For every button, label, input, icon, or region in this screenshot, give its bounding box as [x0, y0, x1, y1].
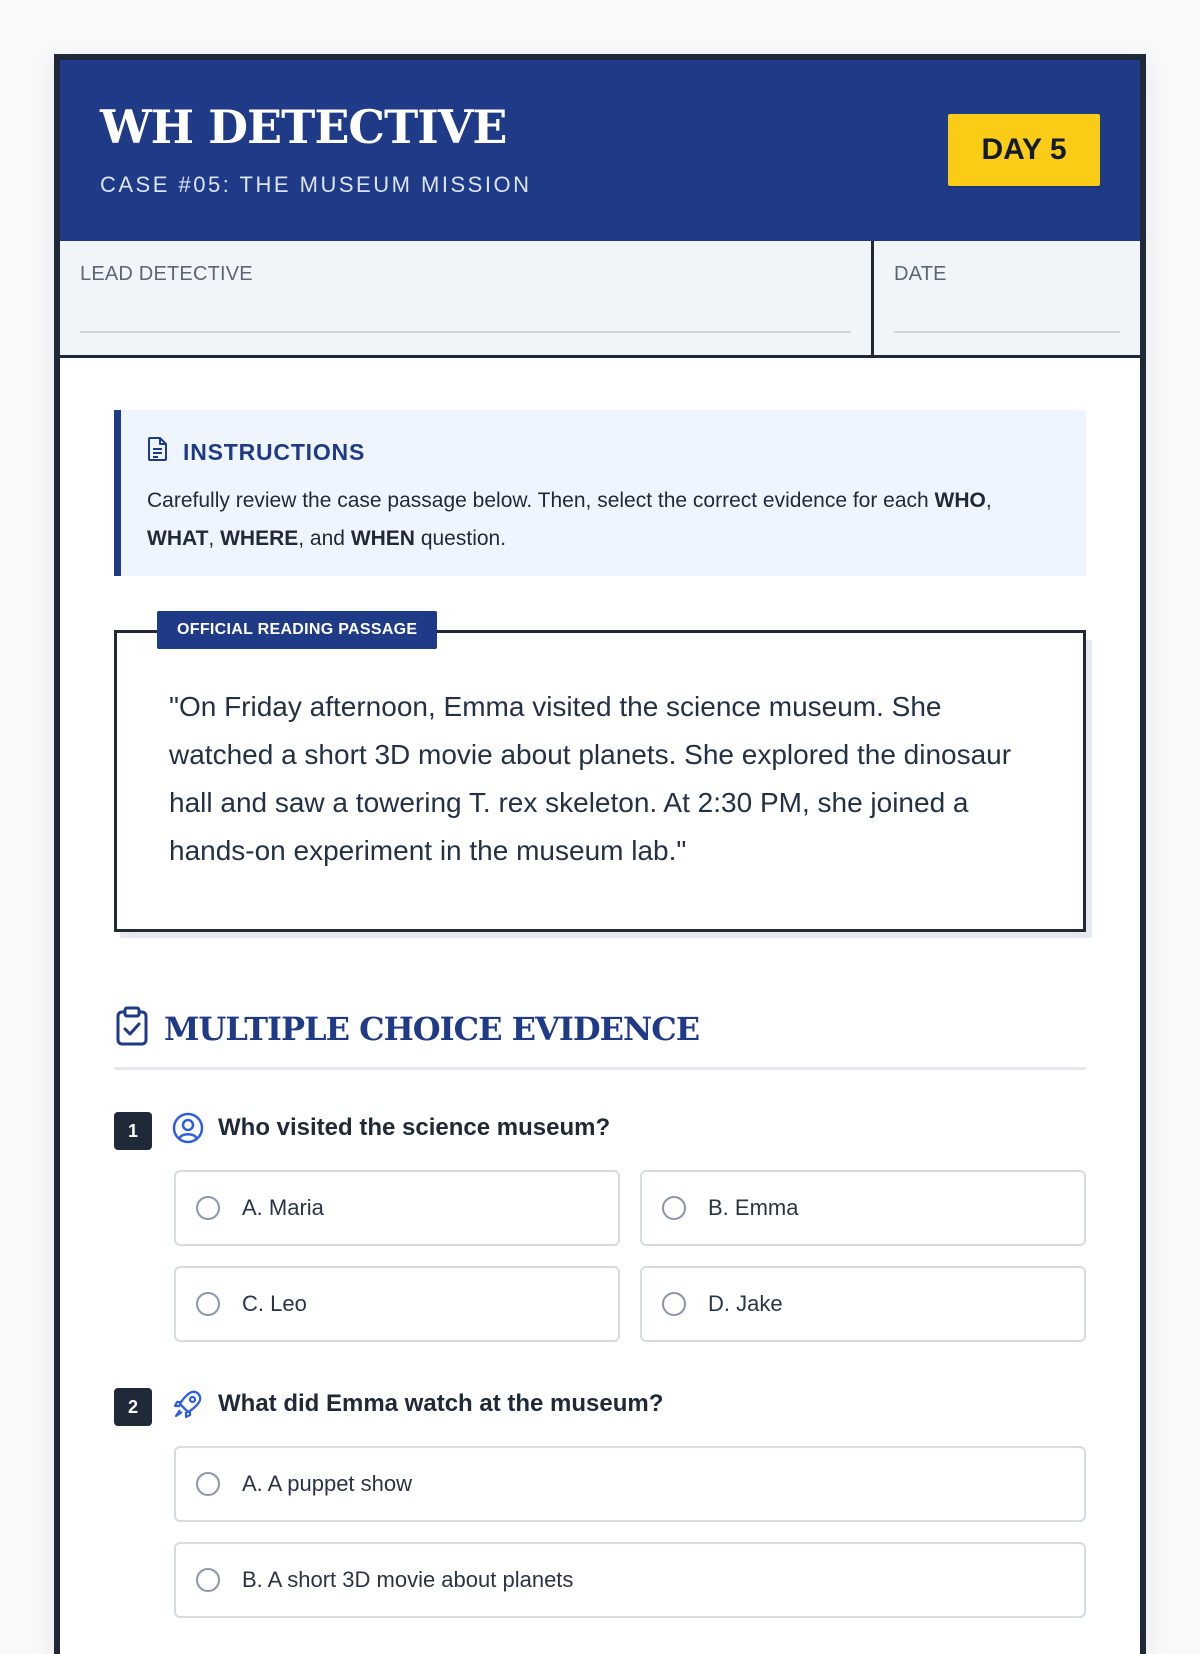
instructions-heading-row — [147, 436, 1056, 468]
instructions-box — [114, 410, 1086, 576]
clipboard-check-icon — [114, 1006, 150, 1051]
answer-option-d[interactable] — [640, 1266, 1086, 1342]
lead-detective-line[interactable] — [80, 331, 851, 333]
worksheet — [54, 54, 1146, 1654]
keyword-what: WHAT — [147, 527, 209, 550]
document-icon — [147, 436, 169, 468]
date-field[interactable] — [874, 241, 1140, 355]
passage-tag: OFFICIAL READING PASSAGE — [157, 611, 437, 649]
radio-button[interactable] — [662, 1196, 686, 1220]
answer-options — [174, 1170, 1086, 1342]
instructions-separator: , — [208, 527, 221, 550]
radio-button[interactable] — [662, 1292, 686, 1316]
instructions-separator: , and — [298, 527, 351, 550]
instructions-text — [147, 482, 1056, 558]
question-number: 2 — [114, 1388, 152, 1426]
keyword-where: WHERE — [220, 527, 299, 550]
radio-button[interactable] — [196, 1196, 220, 1220]
question-row — [114, 1108, 1086, 1148]
user-circle-icon — [172, 1112, 204, 1144]
date-line[interactable] — [894, 331, 1120, 333]
radio-button[interactable] — [196, 1568, 220, 1592]
option-label: B. Emma — [708, 1195, 799, 1220]
lead-detective-label: LEAD DETECTIVE — [80, 263, 253, 285]
question-2 — [114, 1384, 1086, 1618]
date-label: DATE — [894, 263, 947, 285]
option-label: B. A short 3D movie about planets — [242, 1567, 574, 1592]
section-title: MULTIPLE CHOICE EVIDENCE — [164, 1009, 700, 1048]
question-text: Who visited the science museum? — [218, 1114, 611, 1141]
option-label: A. A puppet show — [242, 1471, 413, 1496]
lead-detective-field[interactable] — [60, 241, 874, 355]
option-label: A. Maria — [242, 1195, 324, 1220]
passage-text: "On Friday afternoon, Emma visited the science museum. She watched a short 3D movie about planets. She explored the dinosaur hall and saw a towering T. rex skeleton. At 2:30 PM, she joined a hands-on experiment in the museum lab." — [169, 691, 1012, 866]
day-badge: DAY 5 — [948, 114, 1100, 186]
question-number: 1 — [114, 1112, 152, 1150]
answer-option-a[interactable] — [174, 1446, 1086, 1522]
radio-button[interactable] — [196, 1292, 220, 1316]
worksheet-title: WH DETECTIVE — [100, 100, 507, 154]
instructions-separator: , — [985, 489, 992, 512]
keyword-who: WHO — [934, 489, 986, 512]
question-1 — [114, 1108, 1086, 1342]
keyword-when: WHEN — [350, 527, 415, 550]
meta-row — [60, 241, 1140, 358]
answer-options — [174, 1446, 1086, 1618]
instructions-heading: INSTRUCTIONS — [183, 438, 366, 465]
case-subtitle: CASE #05: THE MUSEUM MISSION — [100, 172, 532, 197]
instructions-text-part: Carefully review the case passage below. Then, select the correct evidence for each — [147, 489, 935, 512]
rocket-icon — [172, 1388, 204, 1420]
reading-passage — [114, 621, 1086, 932]
answer-option-c[interactable] — [174, 1266, 620, 1342]
worksheet-header — [60, 60, 1140, 241]
answer-option-b[interactable] — [640, 1170, 1086, 1246]
answer-option-a[interactable] — [174, 1170, 620, 1246]
answer-option-b[interactable] — [174, 1542, 1086, 1618]
radio-button[interactable] — [196, 1472, 220, 1496]
question-row — [114, 1384, 1086, 1424]
section-header — [114, 1006, 1086, 1070]
passage-box — [114, 621, 1086, 932]
option-label: C. Leo — [242, 1291, 307, 1316]
worksheet-content — [60, 410, 1140, 1618]
option-label: D. Jake — [708, 1291, 783, 1316]
question-text: What did Emma watch at the museum? — [218, 1390, 664, 1417]
instructions-text-part: question. — [414, 527, 507, 550]
